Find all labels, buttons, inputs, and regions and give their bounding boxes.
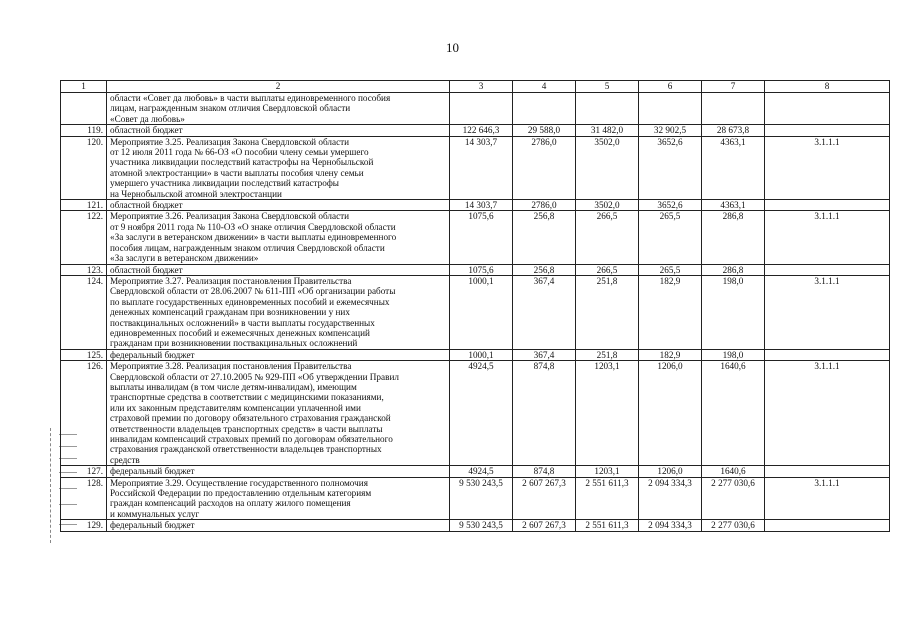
description-line: средств (110, 454, 140, 465)
value-cell (639, 93, 702, 125)
value-cell: 265,5 (639, 264, 702, 275)
row-number: 122. (61, 211, 107, 264)
value-cell: 32 902,5 (639, 125, 702, 136)
value-cell: 2 551 611,3 (576, 477, 639, 520)
value-cell: 251,8 (576, 275, 639, 349)
target-code-cell (765, 466, 890, 477)
target-code-cell: 3.1.1.1 (765, 136, 890, 199)
value-cell: 2 607 267,3 (513, 520, 576, 531)
row-description (107, 136, 450, 199)
description-line: или их законным представителям компенсации уплаченной ими (110, 402, 361, 413)
value-cell: 874,8 (513, 361, 576, 466)
table-body (61, 93, 890, 532)
row-description (107, 349, 450, 360)
value-cell: 256,8 (513, 264, 576, 275)
description-line: «За заслуги в ветеранском движении» (110, 253, 259, 264)
value-cell: 182,9 (639, 349, 702, 360)
column-header: 3 (450, 81, 513, 93)
description-line: от 9 ноября 2011 года № 110-ОЗ «О знаке отличия Свердловской области (110, 221, 396, 232)
description-line: Российской Федерации по предоставлению отдельным категориям (110, 488, 372, 499)
description-line: области «Совет да любовь» в части выплаты единовременного пособия (110, 93, 391, 103)
value-cell: 1000,1 (450, 349, 513, 360)
description-line: пособия лицам, награжденным знаком отличия Свердловской области (110, 242, 385, 253)
target-code-cell (765, 200, 890, 211)
column-header: 7 (702, 81, 765, 93)
description-line: «Совет да любовь» (110, 113, 185, 124)
description-line: умершего участника ликвидации последствий катастрофы (110, 178, 339, 189)
description-line: инвалидам компенсаций страховых премий по договорам обязательного (110, 434, 393, 444)
value-cell: 1206,0 (639, 466, 702, 477)
value-cell: 2 094 334,3 (639, 477, 702, 520)
value-cell: 367,4 (513, 275, 576, 349)
table-row (61, 125, 890, 136)
value-cell (450, 93, 513, 125)
value-cell: 2786,0 (513, 136, 576, 199)
table-row (61, 93, 890, 125)
value-cell: 2 551 611,3 (576, 520, 639, 531)
value-cell: 2 277 030,6 (702, 520, 765, 531)
description-line: единовременных пособий и ежемесячных денежных компенсаций (110, 327, 370, 338)
table-header-row (61, 81, 890, 93)
target-code-cell (765, 93, 890, 125)
value-cell: 1000,1 (450, 275, 513, 349)
description-line: «За заслуги в ветеранском движении» в части выплаты единовременного (110, 232, 397, 243)
value-cell: 286,8 (702, 264, 765, 275)
target-code-cell (765, 520, 890, 531)
target-code-cell: 3.1.1.1 (765, 211, 890, 264)
column-header: 1 (61, 81, 107, 93)
description-line: страховой премии по договору обязательного страхования гражданской (110, 413, 391, 424)
value-cell: 286,8 (702, 211, 765, 264)
description-line: Мероприятие 3.25. Реализация Закона Свердловской области (110, 136, 350, 147)
description-line: гражданам при возникновении поствакцинальных осложнений (110, 338, 358, 349)
column-header: 6 (639, 81, 702, 93)
value-cell: 265,5 (639, 211, 702, 264)
value-cell: 2 607 267,3 (513, 477, 576, 520)
row-number: 119. (61, 125, 107, 136)
value-cell: 4363,1 (702, 200, 765, 211)
description-line: ответственности владельцев транспортных средств» в части выплаты (110, 423, 383, 434)
description-line: Мероприятие 3.29. Осуществление государственного полномочия (110, 477, 368, 488)
description-line: областной бюджет (110, 200, 183, 211)
value-cell: 14 303,7 (450, 200, 513, 211)
row-number: 123. (61, 264, 107, 275)
column-header: 5 (576, 81, 639, 93)
value-cell: 182,9 (639, 275, 702, 349)
value-cell: 266,5 (576, 211, 639, 264)
row-description (107, 211, 450, 264)
value-cell: 1640,6 (702, 361, 765, 466)
column-header: 2 (107, 81, 450, 93)
description-line: федеральный бюджет (110, 349, 195, 360)
value-cell: 367,4 (513, 349, 576, 360)
value-cell: 874,8 (513, 466, 576, 477)
row-number (61, 93, 107, 125)
value-cell: 1075,6 (450, 264, 513, 275)
row-number: 126. (61, 361, 107, 466)
description-line: страхования гражданской ответственности владельцев транспортных (110, 444, 382, 455)
column-header: 8 (765, 81, 890, 93)
description-line: лицам, награжденным знаком отличия Свердловской области (110, 103, 351, 114)
row-description (107, 264, 450, 275)
value-cell (576, 93, 639, 125)
table-row (61, 361, 890, 466)
table-row (61, 200, 890, 211)
row-number: 120. (61, 136, 107, 199)
row-description (107, 520, 450, 531)
table-row (61, 211, 890, 264)
description-line: атомной электростанции» в части выплаты пособия члену семьи (110, 167, 364, 178)
description-line: Мероприятие 3.26. Реализация Закона Свердловской области (110, 211, 350, 222)
target-code-cell: 3.1.1.1 (765, 275, 890, 349)
description-line: поствакцинальных осложнений» в части выплаты государственных (110, 317, 375, 328)
value-cell: 256,8 (513, 211, 576, 264)
table-row (61, 275, 890, 349)
row-description (107, 93, 450, 125)
row-number: 124. (61, 275, 107, 349)
description-line: на Чернобыльской атомной электростанции (110, 188, 282, 199)
table-row (61, 520, 890, 531)
row-description (107, 361, 450, 466)
table-row (61, 264, 890, 275)
value-cell: 2 094 334,3 (639, 520, 702, 531)
value-cell: 9 530 243,5 (450, 477, 513, 520)
value-cell: 28 673,8 (702, 125, 765, 136)
description-line: граждан компенсаций расходов на оплату жилого помещения (110, 498, 351, 509)
value-cell: 251,8 (576, 349, 639, 360)
row-number: 129. (61, 520, 107, 531)
value-cell: 2786,0 (513, 200, 576, 211)
value-cell: 1640,6 (702, 466, 765, 477)
description-line: Мероприятие 3.28. Реализация постановления Правительства (110, 361, 352, 372)
row-description (107, 200, 450, 211)
value-cell: 29 588,0 (513, 125, 576, 136)
target-code-cell: 3.1.1.1 (765, 361, 890, 466)
target-code-cell (765, 349, 890, 360)
value-cell (513, 93, 576, 125)
column-header: 4 (513, 81, 576, 93)
value-cell: 4924,5 (450, 466, 513, 477)
target-code-cell (765, 264, 890, 275)
description-line: федеральный бюджет (110, 466, 195, 477)
value-cell: 1203,1 (576, 466, 639, 477)
table-row (61, 136, 890, 199)
row-number: 128. (61, 477, 107, 520)
table-row (61, 349, 890, 360)
value-cell: 31 482,0 (576, 125, 639, 136)
page-number: 10 (446, 40, 459, 55)
value-cell: 3652,6 (639, 200, 702, 211)
description-line: Мероприятие 3.27. Реализация постановления Правительства (110, 275, 352, 286)
target-code-cell (765, 125, 890, 136)
value-cell: 266,5 (576, 264, 639, 275)
value-cell: 3502,0 (576, 136, 639, 199)
row-number: 127. (61, 466, 107, 477)
value-cell: 198,0 (702, 349, 765, 360)
row-description (107, 125, 450, 136)
table-row (61, 466, 890, 477)
description-line: областной бюджет (110, 125, 183, 136)
description-line: областной бюджет (110, 264, 183, 275)
value-cell (702, 93, 765, 125)
row-description (107, 477, 450, 520)
row-description (107, 466, 450, 477)
description-line: Свердловской области от 28.06.2007 № 611-ПП «Об организации работы (110, 286, 396, 297)
value-cell: 3652,6 (639, 136, 702, 199)
description-line: участника ликвидации последствий катастрофы на Чернобыльской (110, 157, 374, 168)
value-cell: 122 646,3 (450, 125, 513, 136)
row-number: 121. (61, 200, 107, 211)
value-cell: 9 530 243,5 (450, 520, 513, 531)
value-cell: 3502,0 (576, 200, 639, 211)
description-line: от 12 июля 2011 года № 66-ОЗ «О пособии члену семьи умершего (110, 147, 369, 158)
row-description (107, 275, 450, 349)
value-cell: 4924,5 (450, 361, 513, 466)
value-cell: 2 277 030,6 (702, 477, 765, 520)
description-line: и коммунальных услуг (110, 508, 200, 519)
description-line: федеральный бюджет (110, 520, 195, 531)
description-line: по выплате государственных единовременных пособий и ежемесячных (110, 296, 390, 307)
table-row (61, 477, 890, 520)
value-cell: 1075,6 (450, 211, 513, 264)
value-cell: 1203,1 (576, 361, 639, 466)
value-cell: 198,0 (702, 275, 765, 349)
description-line: выплаты инвалидам (в том числе детям-инвалидам), имеющим (110, 381, 357, 392)
target-code-cell: 3.1.1.1 (765, 477, 890, 520)
value-cell: 4363,1 (702, 136, 765, 199)
description-line: денежных компенсаций гражданам при возникновении у них (110, 307, 350, 318)
value-cell: 14 303,7 (450, 136, 513, 199)
description-line: транспортные средства в соответствии с медицинскими показаниями, (110, 392, 384, 403)
description-line: Свердловской области от 27.10.2005 № 929-ПП «Об утверждении Правил (110, 371, 399, 382)
budget-table (60, 80, 890, 532)
value-cell: 1206,0 (639, 361, 702, 466)
row-number: 125. (61, 349, 107, 360)
